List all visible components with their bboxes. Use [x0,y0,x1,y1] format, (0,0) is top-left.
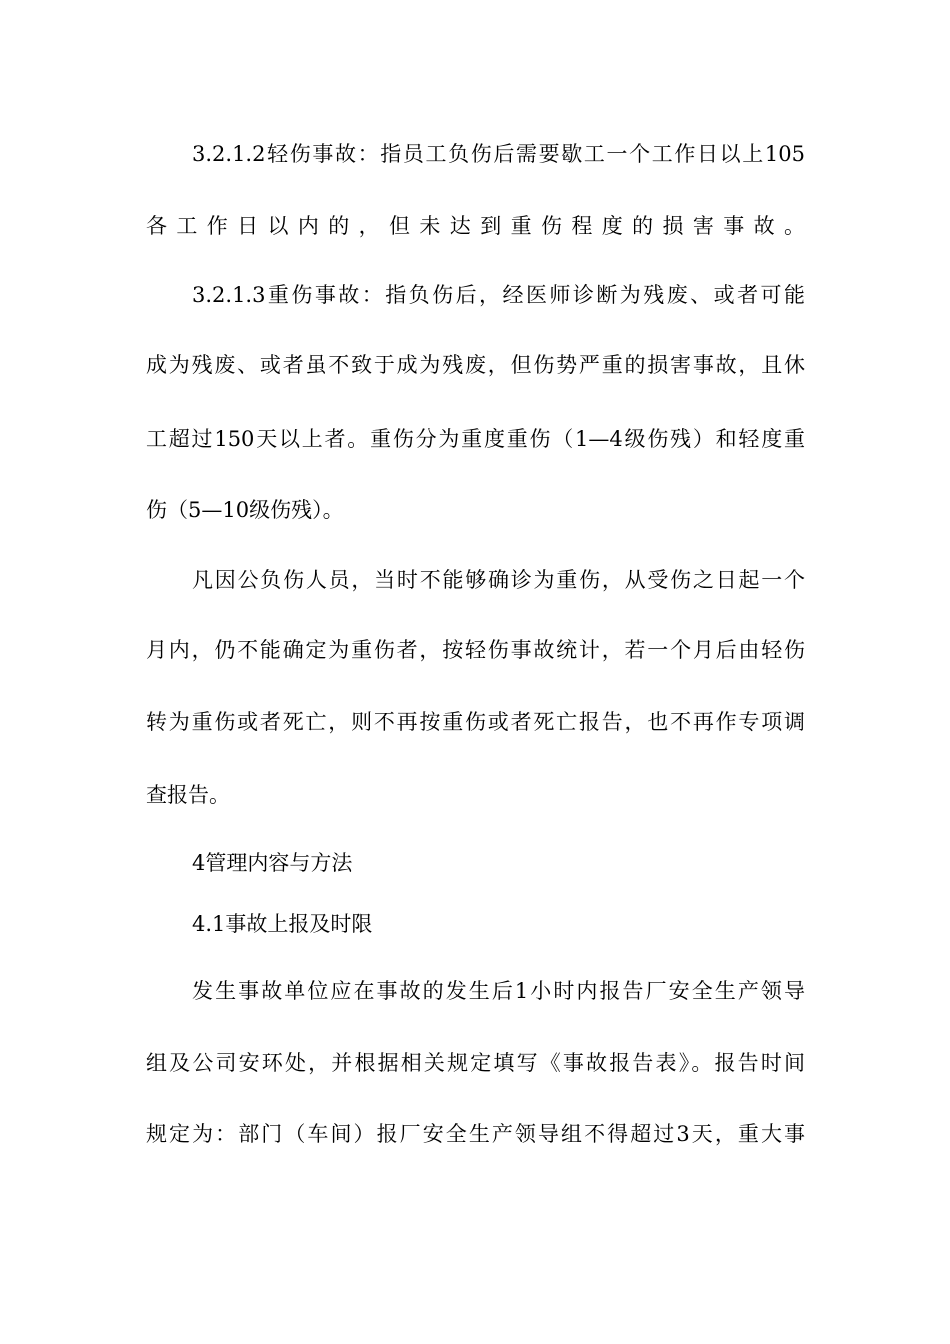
text-line: 查报告。 [146,783,230,807]
text-line: 组及公司安环处，并根据相关规定填写《事故报告表》。报告时间 [146,1051,805,1075]
text-line: 凡因公负伤人员，当时不能够确诊为重伤，从受伤之日起一个 [192,568,805,592]
subsection-heading: 4.1事故上报及时限 [192,912,373,936]
text-line: 成为残废、或者虽不致于成为残废，但伤势严重的损害事故，且休 [146,353,805,377]
text-line: 月内，仍不能确定为重伤者，按轻伤事故统计，若一个月后由轻伤 [146,638,805,662]
text-line: 3.2.1.2轻伤事故：指员工负伤后需要歇工一个工作日以上105 [192,142,805,166]
text-line: 3.2.1.3重伤事故：指负伤后，经医师诊断为残废、或者可能 [192,283,805,307]
text-line: 发生事故单位应在事故的发生后1小时内报告厂安全生产领导 [192,979,805,1003]
text-line: 各工作日以内的，但未达到重伤程度的损害事故。 [146,214,805,238]
text-line: 规定为：部门（车间）报厂安全生产领导组不得超过3天，重大事 [146,1122,805,1146]
text-line: 工超过150天以上者。重伤分为重度重伤（1—4级伤残）和轻度重 [146,427,805,451]
text-line: 伤（5—10级伤残）。 [146,498,344,522]
section-heading: 4管理内容与方法 [192,851,353,875]
text-line: 转为重伤或者死亡，则不再按重伤或者死亡报告，也不再作专项调 [146,710,805,734]
